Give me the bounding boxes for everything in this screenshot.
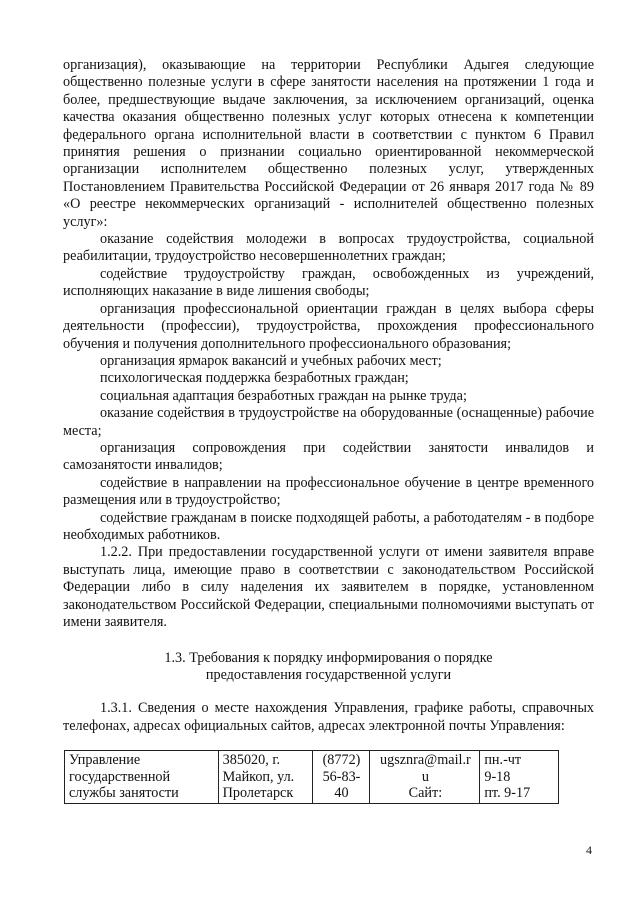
cell-line: 385020, г. — [222, 752, 281, 769]
cell-line: пт. 9-17 — [484, 785, 531, 802]
paragraph: содействие в направлении на профессиональное обучение в центре временного размещения или в трудоустройство; — [63, 474, 594, 509]
cell-line: Сайт: — [408, 785, 443, 802]
cell-line: 9-18 — [484, 768, 511, 785]
paragraph: психологическая поддержка безработных граждан; — [100, 370, 409, 387]
paragraph: организация сопровождения при содействии занятости инвалидов и самозанятости инвалидов; — [63, 439, 594, 474]
org-name-cell — [65, 751, 219, 804]
page-number: 4 — [586, 843, 592, 857]
email-cell — [370, 751, 480, 804]
cell-line: Управление — [69, 752, 141, 769]
cell-line: ugsznra@mail.r — [380, 752, 471, 769]
cell-line: 56-83- — [322, 768, 361, 785]
section-heading — [63, 650, 594, 684]
paragraph-contacts-intro: 1.3.1. Сведения о месте нахождения Управления, графике работы, справочных телефонах, адресах официальных сайтов, адресах электронной почты Управления: — [63, 700, 594, 734]
cell-line: государственной — [69, 768, 171, 785]
paragraph: содействие трудоустройству граждан, освобожденных из учреждений, исполняющих наказание в виде лишения свободы; — [63, 265, 594, 300]
cell-line: службы занятости — [69, 785, 179, 802]
cell-line: пн.-чт — [484, 752, 522, 769]
contacts-table — [64, 750, 559, 804]
cell-line: u — [421, 768, 429, 785]
paragraph: оказание содействия в трудоустройстве на оборудованные (оснащенные) рабочие места; — [63, 405, 594, 439]
paragraph: организация профессиональной ориентации граждан в целях выбора сферы деятельности (профессии), трудоустройства, прохождения профессионального обучения и получения дополнительного профессионального образования; — [63, 300, 594, 352]
cell-line: Пролетарск — [222, 785, 294, 802]
paragraph: оказание содействия молодежи в вопросах трудоустройства, социальной реабилитации, трудоустройство несовершеннолетних граждан; — [63, 231, 594, 265]
address-cell — [218, 751, 312, 804]
cell-line: 40 — [334, 785, 349, 802]
paragraph: организация ярмарок вакансий и учебных рабочих мест; — [100, 352, 442, 369]
paragraph: организация), оказывающие на территории Республики Адыгея следующие общественно полезные услуги в сфере занятости населения на протяжении 1 года и более, предшествующие выдаче заключения, за исключением организаций, оценка качества оказания общественно полезных услуг которых отнесена к компетенции федерального органа исполнительной власти в соответствии с пунктом 6 Правил принятия решения о признании социально ориентированной некоммерческой организации исполнителем общественно полезных услуг, утвержденных Постановлением Правительства Российской Федерации от 26 января 2017 года № 89 «О реестре некоммерческих организаций - исполнителей общественно полезных услуг»: — [63, 57, 594, 230]
phone-cell — [312, 751, 370, 804]
paragraph: социальная адаптация безработных граждан на рынке труда; — [100, 387, 467, 404]
paragraph: 1.2.2. При предоставлении государственной услуги от имени заявителя вправе выступать лица, имеющие право в соответствии с законодательством Российской Федерации либо в силу наделения их заявителем в порядке, установленном законодательством Российской Федерации, специальными полномочиями выступать от имени заявителя. — [63, 544, 594, 630]
hours-cell — [480, 751, 559, 804]
table-row — [65, 751, 559, 804]
document-body — [63, 57, 594, 804]
section-heading-line-1: 1.3. Требования к порядку информирования о порядке — [164, 650, 493, 667]
paragraph: содействие гражданам в поиске подходящей работы, а работодателям - в подборе необходимых работников. — [63, 509, 594, 543]
cell-line: Майкоп, ул. — [222, 768, 295, 785]
paragraph-list — [63, 57, 594, 631]
cell-line: (8772) — [322, 752, 361, 769]
section-heading-line-2: предоставления государственной услуги — [205, 667, 452, 684]
